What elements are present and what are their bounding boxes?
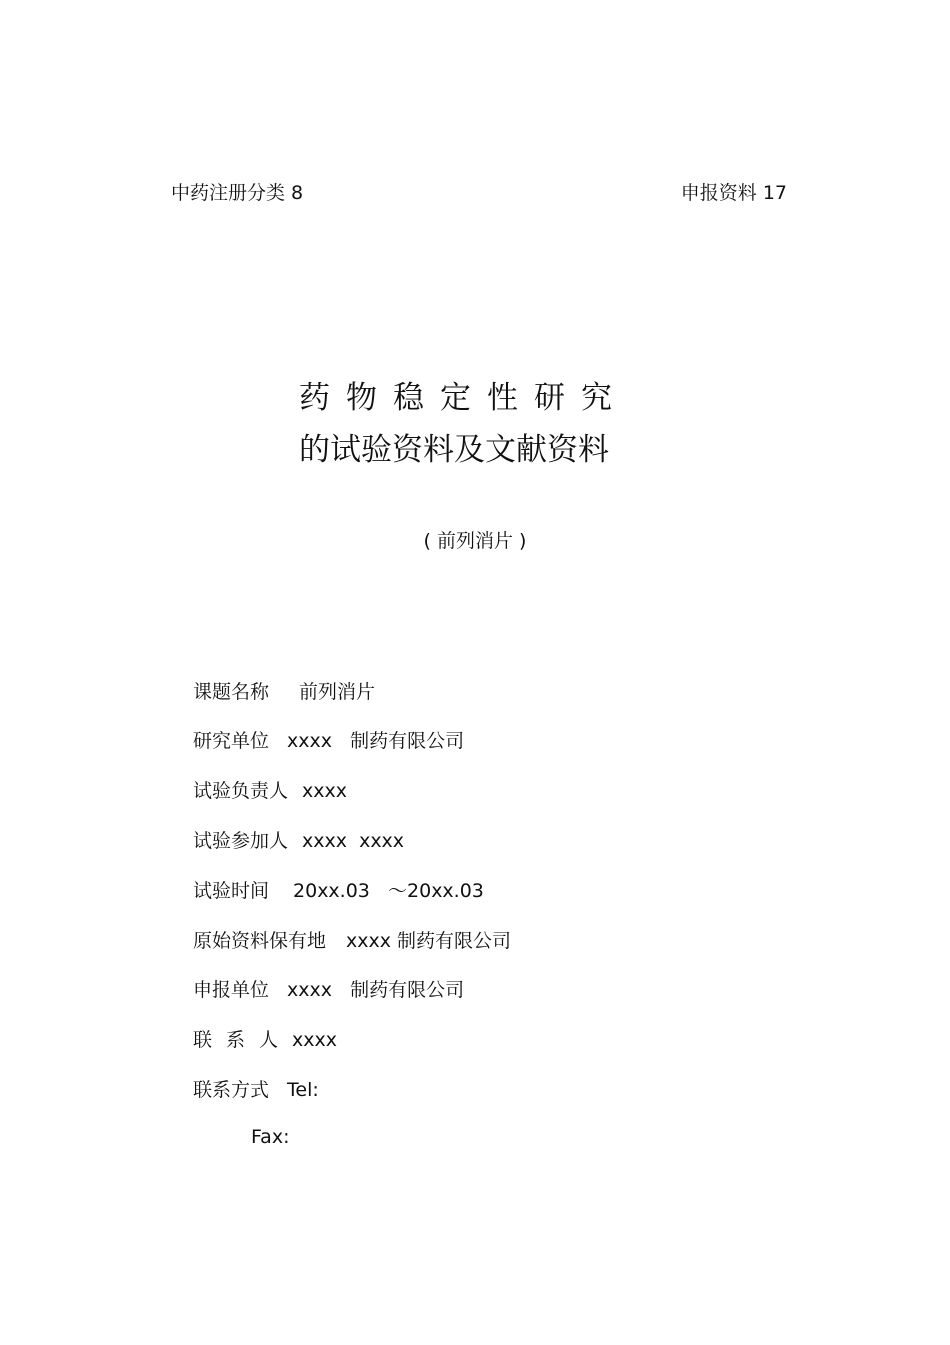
contact-method-label: 联系方式 (193, 1079, 270, 1101)
participants-label: 试验参加人 (193, 830, 289, 852)
contact-method-row (193, 1075, 319, 1102)
contact-person-value: xxxx (292, 1029, 337, 1051)
archive-location-label: 原始资料保有地 (193, 930, 327, 952)
applicant-label: 申报单位 (193, 979, 270, 1001)
applicant-value: xxxx 制药有限公司 (287, 979, 465, 1001)
contact-person-label: 联系人 (193, 1029, 293, 1051)
subtitle: ( 前列消片 ) (423, 530, 527, 552)
title-line-1: 药物稳定性研究 (299, 380, 628, 416)
research-unit-label: 研究单位 (193, 730, 270, 752)
participants-value: xxxx xxxx (302, 830, 405, 852)
lead-value: xxxx (302, 780, 347, 802)
fax-row (251, 1126, 289, 1148)
project-name-label: 课题名称 (193, 681, 270, 703)
test-time-label: 试验时间 (193, 880, 270, 902)
tel-label: Tel: (287, 1079, 319, 1101)
project-name-row (193, 677, 375, 704)
archive-location-value: xxxx 制药有限公司 (346, 930, 512, 952)
archive-location-row (193, 926, 511, 953)
application-document-number: 申报资料 17 (680, 182, 787, 204)
research-unit-row (193, 726, 464, 753)
fax-label: Fax: (251, 1126, 290, 1148)
test-time-value: 20xx.03 ～20xx.03 (293, 880, 484, 902)
participants-row (193, 826, 404, 853)
research-unit-value: xxxx 制药有限公司 (287, 730, 465, 752)
lead-row (193, 776, 347, 803)
lead-label: 试验负责人 (193, 780, 289, 802)
applicant-row (193, 975, 464, 1002)
test-time-row (193, 876, 484, 903)
contact-person-row (193, 1025, 337, 1052)
registration-category: 中药注册分类 8 (171, 182, 304, 204)
title-line-2: 的试验资料及文献资料 (299, 432, 609, 468)
project-name-value: 前列消片 (299, 681, 376, 703)
